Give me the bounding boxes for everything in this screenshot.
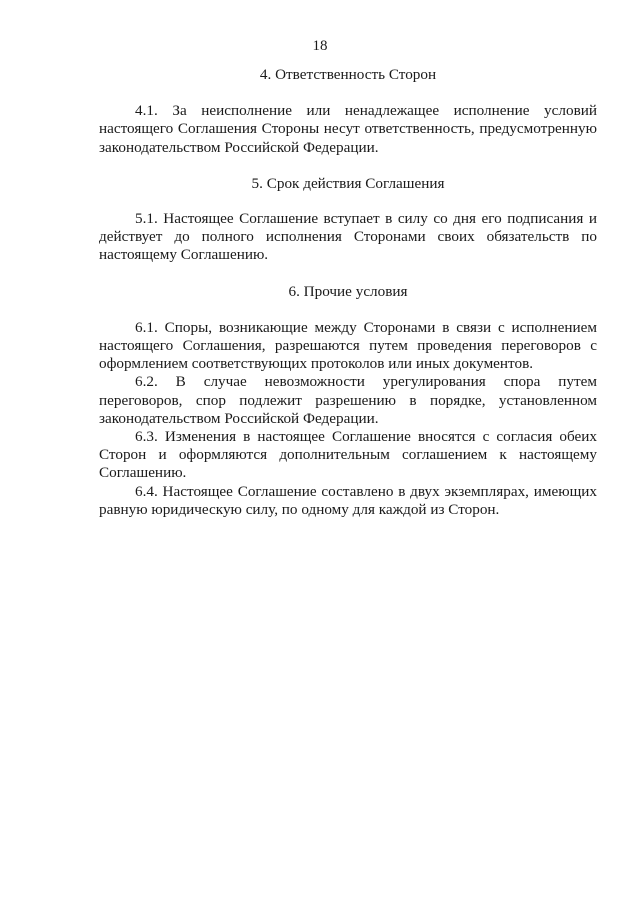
clause-5-1: 5.1. Настоящее Соглашение вступает в силу со дня его подписания и действует до полного исполнения Сторонами своих обязательств по настоящему Соглашению. xyxy=(99,210,597,264)
document-body xyxy=(99,66,597,519)
section-heading-liability: 4. Ответственность Сторон xyxy=(259,66,437,83)
clause-4-1: 4.1. За неисполнение или ненадлежащее исполнение условий настоящего Соглашения Стороны несут ответственность, предусмотренную законодательством Российской Федерации. xyxy=(99,102,597,156)
page-number: 18 xyxy=(312,38,328,54)
section-clauses-term xyxy=(99,210,597,265)
section-heading-other-terms: 6. Прочие условия xyxy=(288,282,408,300)
clause-6-1: 6.1. Споры, возникающие между Сторонами в связи с исполнением настоящего Соглашения, разрешаются путем проведения переговоров с оформлением соответствующих протоколов или иных документов. xyxy=(99,318,597,373)
clause-6-3: 6.3. Изменения в настоящее Соглашение вносятся с согласия обеих Сторон и оформляются дополнительным соглашением к настоящему Соглашению. xyxy=(99,428,597,482)
clause-6-2: 6.2. В случае невозможности урегулирования спора путем переговоров, спор подлежит разрешению в порядке, установленном законодательством Российской Федерации. xyxy=(99,373,597,427)
clause-6-4: 6.4. Настоящее Соглашение составлено в двух экземплярах, имеющих равную юридическую силу, по одному для каждой из Сторон. xyxy=(99,482,597,518)
section-heading-term: 5. Срок действия Соглашения xyxy=(251,174,445,192)
section-clauses-liability xyxy=(99,102,597,157)
section-clauses-other-terms xyxy=(99,319,597,519)
